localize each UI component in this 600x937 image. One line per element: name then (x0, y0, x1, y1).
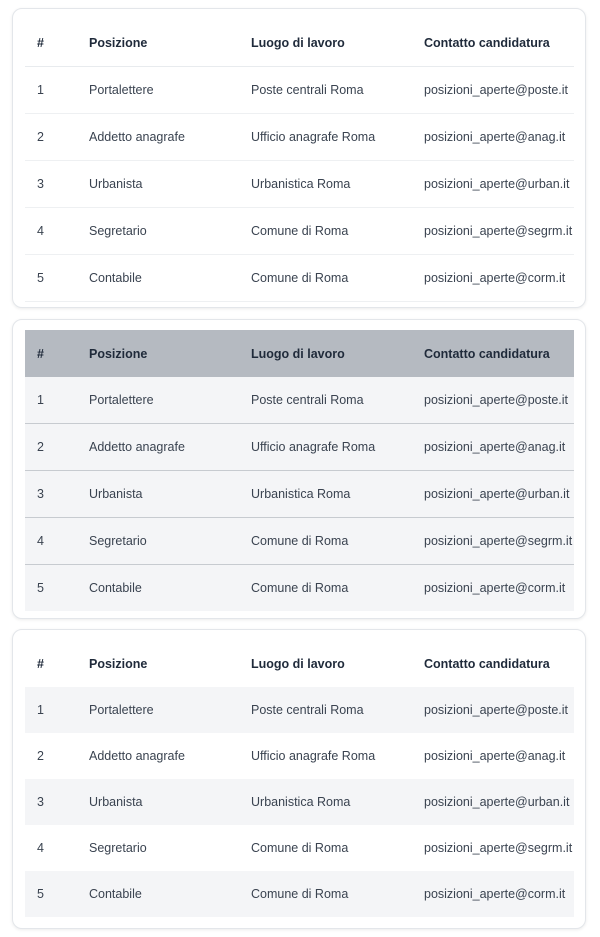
column-header-num: # (37, 346, 44, 361)
column-header-num: # (37, 35, 44, 50)
cell-contatto: posizioni_aperte@corm.it (424, 581, 566, 595)
cell-posizione: Segretario (89, 841, 147, 855)
table-row (25, 518, 574, 565)
cell-luogo: Comune di Roma (251, 271, 349, 285)
cell-num: 3 (37, 487, 44, 501)
cell-posizione: Urbanista (89, 177, 143, 191)
cell-posizione: Addetto anagrafe (89, 440, 185, 454)
cell-posizione: Contabile (89, 581, 142, 595)
cell-num: 2 (37, 130, 44, 144)
table-card-dark (12, 319, 586, 619)
cell-posizione: Addetto anagrafe (89, 130, 185, 144)
cell-posizione: Urbanista (89, 795, 143, 809)
table-row (25, 208, 574, 255)
column-header-luogo: Luogo di lavoro (251, 656, 345, 671)
table-row (25, 67, 574, 114)
column-header-luogo: Luogo di lavoro (251, 35, 345, 50)
column-header-posizione: Posizione (89, 656, 148, 671)
cell-posizione: Portalettere (89, 393, 154, 407)
jobs-table-dark-header (25, 330, 574, 611)
cell-posizione: Portalettere (89, 83, 154, 97)
cell-contatto: posizioni_aperte@anag.it (424, 440, 566, 454)
cell-num: 4 (37, 224, 44, 238)
cell-num: 3 (37, 177, 44, 191)
table-row (25, 733, 574, 779)
cell-contatto: posizioni_aperte@segrm.it (424, 224, 573, 238)
cell-num: 2 (37, 749, 44, 763)
column-header-posizione: Posizione (89, 35, 148, 50)
table-row (25, 114, 574, 161)
table-row (25, 161, 574, 208)
cell-contatto: posizioni_aperte@poste.it (424, 83, 569, 97)
table-row (25, 871, 574, 917)
column-header-contatto: Contatto candidatura (424, 346, 550, 361)
table-row (25, 565, 574, 612)
table-row (25, 424, 574, 471)
cell-num: 1 (37, 393, 44, 407)
jobs-table-plain (25, 19, 574, 302)
cell-num: 4 (37, 841, 44, 855)
jobs-table-striped (25, 640, 574, 917)
cell-contatto: posizioni_aperte@anag.it (424, 130, 566, 144)
cell-luogo: Poste centrali Roma (251, 703, 364, 717)
table-row (25, 471, 574, 518)
table-card-striped (12, 629, 586, 929)
cell-num: 4 (37, 534, 44, 548)
cell-luogo: Ufficio anagrafe Roma (251, 130, 376, 144)
cell-luogo: Ufficio anagrafe Roma (251, 749, 376, 763)
column-header-luogo: Luogo di lavoro (251, 346, 345, 361)
cell-contatto: posizioni_aperte@urban.it (424, 177, 570, 191)
cell-num: 3 (37, 795, 44, 809)
cell-num: 5 (37, 271, 44, 285)
cell-luogo: Urbanistica Roma (251, 795, 351, 809)
cell-luogo: Urbanistica Roma (251, 177, 351, 191)
table-header-row (25, 640, 574, 687)
cell-posizione: Urbanista (89, 487, 143, 501)
cell-contatto: posizioni_aperte@poste.it (424, 393, 569, 407)
cell-contatto: posizioni_aperte@anag.it (424, 749, 566, 763)
column-header-posizione: Posizione (89, 346, 148, 361)
table-row (25, 255, 574, 302)
cell-contatto: posizioni_aperte@corm.it (424, 887, 566, 901)
column-header-num: # (37, 656, 44, 671)
cell-luogo: Poste centrali Roma (251, 393, 364, 407)
table-row (25, 779, 574, 825)
cell-num: 5 (37, 887, 44, 901)
cell-luogo: Comune di Roma (251, 841, 349, 855)
cell-luogo: Comune di Roma (251, 534, 349, 548)
cell-luogo: Comune di Roma (251, 224, 349, 238)
cell-luogo: Poste centrali Roma (251, 83, 364, 97)
column-header-contatto: Contatto candidatura (424, 35, 550, 50)
cell-luogo: Comune di Roma (251, 887, 349, 901)
table-row (25, 825, 574, 871)
cell-posizione: Addetto anagrafe (89, 749, 185, 763)
cell-luogo: Urbanistica Roma (251, 487, 351, 501)
cell-contatto: posizioni_aperte@segrm.it (424, 534, 573, 548)
table-row (25, 687, 574, 733)
table-card-plain (12, 8, 586, 308)
table-header-row (25, 19, 574, 67)
table-row (25, 377, 574, 424)
cell-luogo: Comune di Roma (251, 581, 349, 595)
cell-contatto: posizioni_aperte@corm.it (424, 271, 566, 285)
cell-posizione: Portalettere (89, 703, 154, 717)
cell-num: 1 (37, 83, 44, 97)
cell-posizione: Contabile (89, 271, 142, 285)
cell-contatto: posizioni_aperte@segrm.it (424, 841, 573, 855)
cell-num: 5 (37, 581, 44, 595)
cell-posizione: Contabile (89, 887, 142, 901)
cell-contatto: posizioni_aperte@urban.it (424, 795, 570, 809)
cell-posizione: Segretario (89, 534, 147, 548)
cell-contatto: posizioni_aperte@poste.it (424, 703, 569, 717)
table-header-row (25, 330, 574, 377)
cell-posizione: Segretario (89, 224, 147, 238)
cell-num: 2 (37, 440, 44, 454)
cell-contatto: posizioni_aperte@urban.it (424, 487, 570, 501)
column-header-contatto: Contatto candidatura (424, 656, 550, 671)
cell-num: 1 (37, 703, 44, 717)
cell-luogo: Ufficio anagrafe Roma (251, 440, 376, 454)
